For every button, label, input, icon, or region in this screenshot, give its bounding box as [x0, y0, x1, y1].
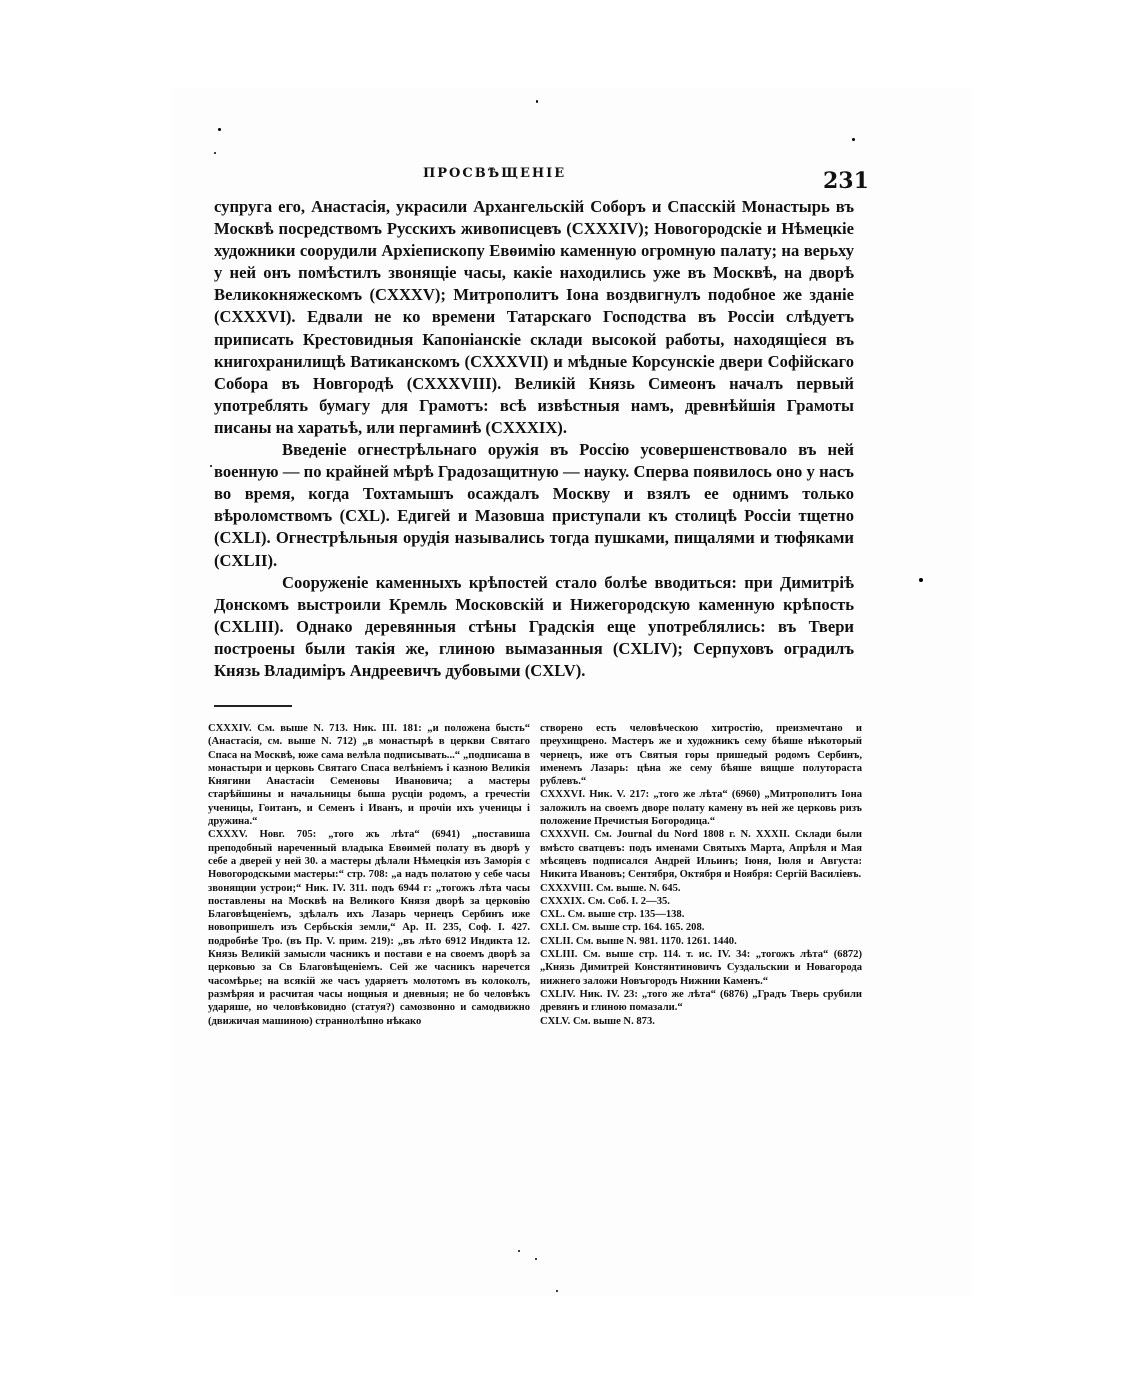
footnote-text: См. выше стр. 114. т. ис. IV. 34: „тогожъ лѣта“ (6872) „Князь Димитрей Констянтиновичъ Суздальскии и Новагорода нижнего заложи Новъгородъ Нижнии Каменъ.“: [540, 949, 862, 987]
scan-speck: [536, 100, 538, 103]
footnote-text: См. выше стр. 135—138.: [567, 909, 685, 921]
footnote-label: CXXXV.: [208, 829, 248, 841]
footnote-label: CXXXIV.: [208, 723, 252, 734]
footnote-text: См. выше N. 713. Ник. III. 181: „и положена бысть“ (Анастасія, см. выше N. 712) „в монастырѣ в церкви Святаго Спаса на Москвѣ, юже сама велѣла подписывать...“ „подписаша в монастыри и церковь Святаго Спаса велѣніемъ і казною Великія Княгини Анастасіи Семеновы Ивановича; а мастеры старѣйшины и начальницы быша русціи родомъ, а гречестіи ученицы, Гоитанъ, и Семенъ і Иванъ, и прочіи ихъ ученицы і дружина.“: [208, 723, 530, 828]
footnote-text: Новг. 705: „того жъ лѣта“ (6941) „поставиша преподобный нареченный владыка Евѳимей полату въ дворѣ у себе а дверей у ней 30. а мастеры дѣлали Нѣмецкія изъ Заморія с Новогородскыми мастеры:“ стр. 708: „а надъ полатою у себе часы звонящии устрои;“ Ник. IV. 311. подъ 6944 г: „тогожъ лѣта часы поставлены на Москвѣ на Великого Князя дворѣ за церковію Благовѣщеніемъ, здѣлалъ ихъ Лазарь чернецъ Сербинъ иже новопришелъ изъ Сербьскія земли,“ Ар. II. 235, Соф. I. 427. подробнѣе Тро. (въ Пр. V. прим. 219): „въ лѣто 6912 Индикта 12. Князь Великій замысли часникъ и постави е на своемъ дворѣ за церковью за Св Благовѣщеніемъ. Сей же часникъ наречется часомѣрье; на всякій же часъ ударяетъ молотомъ въ колоколъ, размѣряя и расчитая часы нощныя и дневныя; не бо человѣкъ ударяше, но человѣковидно (статуя?) самозвонно и самодвижно (движичая машиною) страннолѣпно нѣкако: [208, 829, 530, 1027]
footnote: [208, 722, 530, 828]
footnote-label: CXXXIX.: [540, 895, 586, 907]
footnote: [540, 788, 862, 828]
footnote: [540, 882, 862, 895]
footnote-label: CXXXVI.: [540, 789, 586, 801]
footnote-label: CXLI.: [540, 922, 570, 934]
scan-speck: [852, 138, 855, 141]
footnote-text: Ник. IV. 23: „того же лѣта“ (6876) „Градъ Тверь срубили древянъ и глиною помазали.“: [540, 988, 862, 1014]
scan-speck: [218, 128, 221, 131]
main-text: [214, 196, 854, 682]
footnote-text: См. Соб. I. 2—35.: [587, 895, 670, 907]
footnote: [540, 948, 862, 988]
scan-speck: [214, 152, 216, 154]
scan-speck: [535, 1258, 537, 1260]
scan-speck: [919, 578, 923, 582]
footnote-label: CXLIII.: [540, 949, 578, 961]
footnote: [540, 921, 862, 934]
footnotes-left-column: [208, 722, 530, 1028]
footnote-text: См. выше N. 873.: [572, 1015, 655, 1027]
footnote: [208, 828, 530, 1027]
footnote-text: См. выше стр. 164. 165. 208.: [571, 922, 705, 934]
paragraph: Введеніе огнестрѣльнаго оружія въ Россію усовершенствовало въ ней военную — по крайней мѣрѣ Градозащитную — науку. Сперва появилось оно у насъ во время, когда Тохтамышъ осаждалъ Москву и взялъ ее однимъ только вѣроломствомъ (CXL). Едигей и Мазовша приступали къ столицѣ Россіи тщетно (CXLI). Огнестрѣльныя орудія назывались тогда пушками, пищалями и тюфяками (CXLII).: [214, 440, 854, 570]
footnote-label: CXXXVII.: [540, 829, 590, 841]
footnote-label: CXLV.: [540, 1015, 571, 1027]
page-number: 231: [823, 168, 869, 194]
footnote: [540, 895, 862, 908]
footnote: [540, 722, 862, 788]
scan-speck: [210, 465, 212, 467]
paragraph: Сооруженіе каменныхъ крѣпостей стало болѣе вводиться: при Димитріѣ Донскомъ выстроили Кремль Московскій и Нижегородскую каменную крѣпость (CXLIII). Однако деревянныя стѣны Градскія еще употреблялись: въ Твери построены были такія же, глиною вымазанныя (CXLIV); Серпуховъ оградилъ Князь Владиміръ Андреевичъ дубовыми (CXLV).: [214, 572, 854, 680]
footnote-text: См. Journal du Nord 1808 г. N. XXXII. Склади были вмѣсто сватцевъ: подъ именами Святыхъ Марта, Апрѣля и Мая мѣсяцевъ подписался Андрей Ильинъ; Іюня, Іюля и Августа: Никита Ивановъ; Сентября, Октября и Ноября: Сергій Василіевъ.: [540, 829, 862, 881]
footnote-text: См. выше N. 981. 1170. 1261. 1440.: [575, 935, 737, 947]
footnote-label: CXLIV.: [540, 988, 576, 1000]
footnote: [540, 828, 862, 881]
footnote: [540, 988, 862, 1015]
footnote-text: Ник. V. 217: „того же лѣта“ (6960) „Митрополитъ Іона заложилъ на своемъ дворе полату камену въ ней же церковь ризъ положение Пречистыя Богородица.“: [540, 789, 863, 828]
footnote-label: CXXXVIII.: [540, 882, 594, 894]
footnote-text: См. выше. N. 645.: [595, 882, 681, 894]
scan-speck: [556, 1290, 558, 1292]
footnote-separator: [214, 705, 292, 707]
footnote-text: створено есть человѣческою хитростію, преизмечтано и преухищрено. Мастеръ же и художникъ сему бѣяше нѣкоторый чернецъ, иже отъ Святыя горы пришедый родомъ Сербинъ, именемъ Лазарь: цѣна же сему бѣяше вящше полутораста рублевъ.“: [540, 723, 862, 788]
footnotes-right-column: [540, 722, 862, 1028]
scan-speck: [518, 1250, 520, 1252]
footnote-label: CXLII.: [540, 935, 574, 947]
footnote: [540, 1015, 862, 1028]
running-header-title: ПРОСВѢЩЕНІЕ: [423, 166, 567, 181]
footnote-label: CXL.: [540, 909, 566, 921]
paragraph: супруга его, Анастасія, украсили Архангельскій Соборъ и Спасскій Монастырь въ Москвѣ посредствомъ Русскихъ живописцевъ (CXXXIV); Новогородскіе и Нѣмецкіе художники соорудили Архіепископу Евѳимію каменную огромную палату; на верьху у ней онъ помѣстилъ звонящіе часы, какіе находились уже въ Москвѣ, на дворѣ Великокняжескомъ (CXXXV); Митрополитъ Іона воздвигнулъ подобное же зданіе (CXXXVI). Едвали не ко времени Татарскаго Господства въ Россіи слѣдуетъ приписать Крестовидныя Капоніанскіе склади высокой работы, находящіеся въ книгохранилищѣ Ватиканскомъ (CXXXVII) и мѣдные Корсунскіе двери Софійскаго Собора въ Новгородѣ (CXXXVIII). Великій Князь Симеонъ началъ первый употреблять бумагу для Грамотъ: всѣ извѣстныя намъ, древнѣйшія Грамоты писаны на харатьѣ, или пергаминѣ (CXXXIX).: [214, 197, 854, 437]
footnote: [540, 935, 862, 948]
footnote: [540, 908, 862, 921]
